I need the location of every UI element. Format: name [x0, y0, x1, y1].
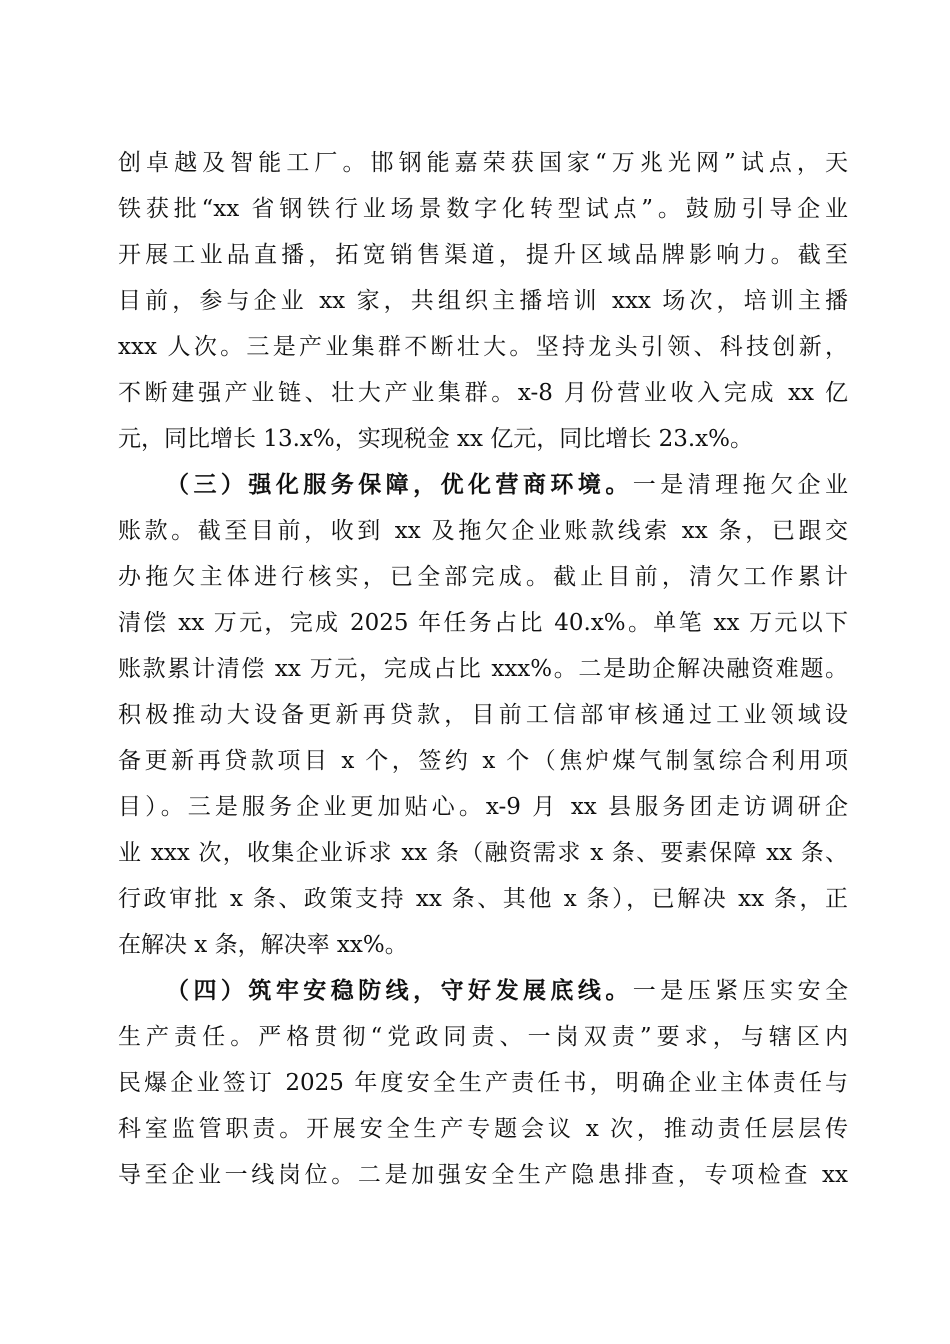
text-run: 一是压紧压实安全 — [632, 978, 849, 1004]
text-line: 目前，参与企业 xx 家，共组织主播培训 xxx 场次，培训主播 — [118, 288, 848, 314]
text-line: 账款。截至目前，收到 xx 及拖欠企业账款线索 xx 条，已跟交 — [118, 518, 848, 544]
section-heading: （三）强化服务保障，优化营商环境。 — [166, 471, 633, 498]
text-line: 业 xxx 次，收集企业诉求 xx 条（融资需求 x 条、要素保障 xx 条、 — [118, 840, 848, 866]
text-line: 积极推动大设备更新再贷款，目前工信部审核通过工业领域设 — [118, 702, 848, 728]
text-line: 不断建强产业链、壮大产业集群。x-8 月份营业收入完成 xx 亿 — [118, 380, 848, 406]
text-line: 账款累计清偿 xx 万元，完成占比 xxx%。二是助企解决融资难题。 — [118, 656, 848, 682]
paragraph-first-line — [166, 976, 848, 1006]
text-line: 行政审批 x 条、政策支持 xx 条、其他 x 条），已解决 xx 条，正 — [118, 886, 848, 912]
text-line: 备更新再贷款项目 x 个，签约 x 个（焦炉煤气制氢综合利用项 — [118, 748, 848, 774]
text-line: 开展工业品直播，拓宽销售渠道，提升区域品牌影响力。截至 — [118, 242, 848, 268]
text-line: 元，同比增长 13.x%，实现税金 xx 亿元，同比增长 23.x%。 — [118, 426, 753, 452]
text-line: 清偿 xx 万元，完成 2025 年任务占比 40.x%。单笔 xx 万元以下 — [118, 610, 848, 636]
text-line: 目）。三是服务企业更加贴心。x-9 月 xx 县服务团走访调研企 — [118, 794, 848, 820]
text-line: 生产责任。严格贯彻“党政同责、一岗双责”要求，与辖区内 — [118, 1024, 848, 1050]
section-heading: （四）筑牢安稳防线，守好发展底线。 — [166, 977, 633, 1004]
text-line: xxx 人次。三是产业集群不断壮大。坚持龙头引领、科技创新， — [118, 334, 848, 360]
text-run: 一是清理拖欠企业 — [632, 472, 849, 498]
text-line: 科室监管职责。开展安全生产专题会议 x 次，推动责任层层传 — [118, 1116, 848, 1142]
paragraph-first-line — [166, 470, 848, 500]
text-line: 铁获批“xx 省钢铁行业场景数字化转型试点”。鼓励引导企业 — [118, 196, 848, 222]
text-line: 创卓越及智能工厂。邯钢能嘉荣获国家“万兆光网”试点，天 — [118, 150, 848, 176]
text-line: 导至企业一线岗位。二是加强安全生产隐患排查，专项检查 xx — [118, 1162, 848, 1188]
text-line: 民爆企业签订 2025 年度安全生产责任书，明确企业主体责任与 — [118, 1070, 848, 1096]
text-line: 在解决 x 条，解决率 xx%。 — [118, 932, 408, 958]
text-line: 办拖欠主体进行核实，已全部完成。截止目前，清欠工作累计 — [118, 564, 848, 590]
